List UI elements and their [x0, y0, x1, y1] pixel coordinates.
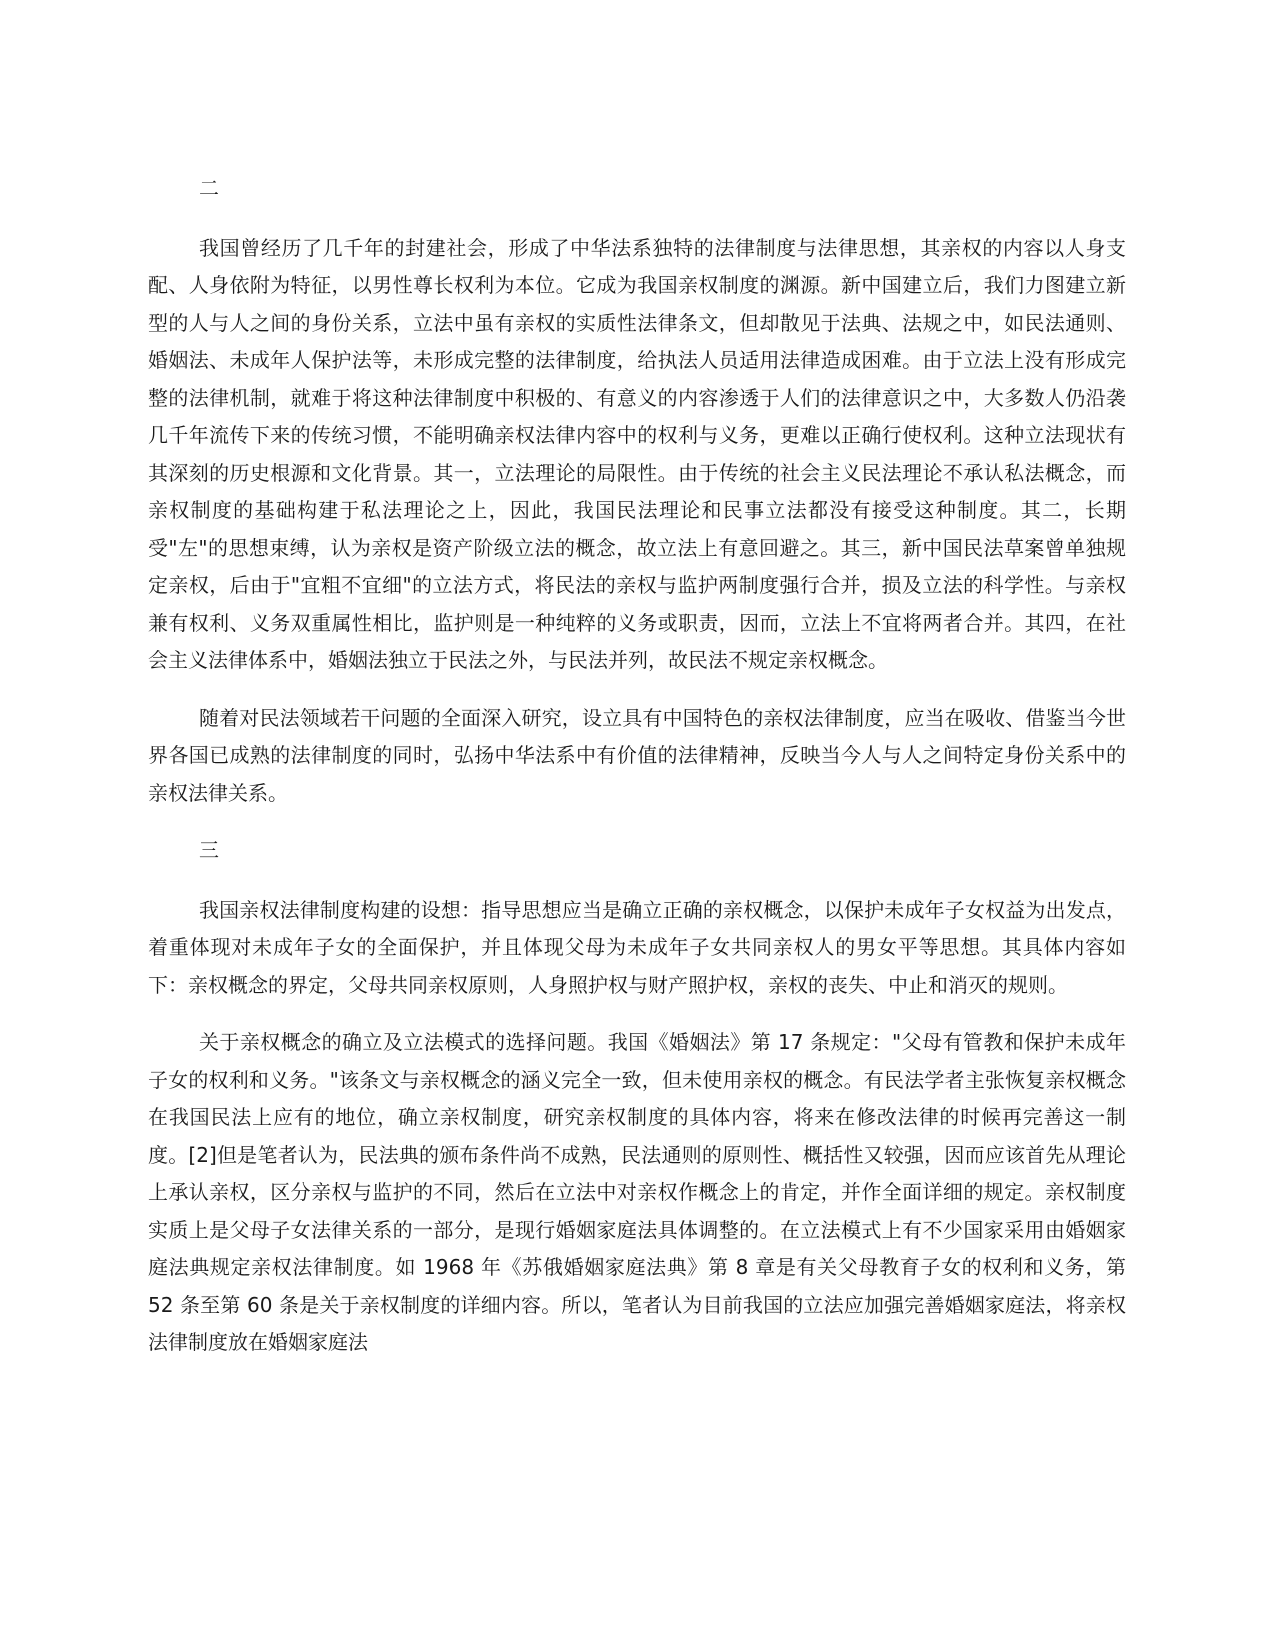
document-page	[148, 170, 1126, 1382]
paragraph: 随着对民法领域若干问题的全面深入研究，设立具有中国特色的亲权法律制度，应当在吸收、借鉴当今世界各国已成熟的法律制度的同时，弘扬中华法系中有价值的法律精神，反映当今人与人之间特定身份关系中的亲权法律关系。	[148, 705, 1126, 805]
paragraph: 我国曾经历了几千年的封建社会，形成了中华法系独特的法律制度与法律思想，其亲权的内容以人身支配、人身依附为特征，以男性尊长权利为本位。它成为我国亲权制度的渊源。新中国建立后，我们力图建立新型的人与人之间的身份关系，立法中虽有亲权的实质性法律条文，但却散见于法典、法规之中，如民法通则、婚姻法、未成年人保护法等，未形成完整的法律制度，给执法人员适用法律造成困难。由于立法上没有形成完整的法律机制，就难于将这种法律制度中积极的、有意义的内容渗透于人们的法律意识之中，大多数人仍沿袭几千年流传下来的传统习惯，不能明确亲权法律内容中的权利与义务，更难以正确行使权利。这种立法现状有其深刻的历史根源和文化背景。其一，立法理论的局限性。由于传统的社会主义民法理论不承认私法概念，而亲权制度的基础构建于私法理论之上，因此，我国民法理论和民事立法都没有接受这种制度。其二，长期受"左"的思想束缚，认为亲权是资产阶级立法的概念，故立法上有意回避之。其三，新中国民法草案曾单独规定亲权，后由于"宜粗不宜细"的立法方式，将民法的亲权与监护两制度强行合并，损及立法的科学性。与亲权兼有权利、义务双重属性相比，监护则是一种纯粹的义务或职责，因而，立法上不宜将两者合并。其四，在社会主义法律体系中，婚姻法独立于民法之外，与民法并列，故民法不规定亲权概念。	[148, 235, 1126, 672]
section-heading-3: 三	[199, 838, 219, 862]
section-heading-2: 二	[199, 176, 219, 200]
paragraph: 关于亲权概念的确立及立法模式的选择问题。我国《婚姻法》第 17 条规定："父母有管教和保护未成年子女的权利和义务。"该条文与亲权概念的涵义完全一致，但未使用亲权的概念。有民法学者主张恢复亲权概念在我国民法上应有的地位，确立亲权制度，研究亲权制度的具体内容，将来在修改法律的时候再完善这一制度。[2]但是笔者认为，民法典的颁布条件尚不成熟，民法通则的原则性、概括性又较强，因而应该首先从理论上承认亲权，区分亲权与监护的不同，然后在立法中对亲权作概念上的肯定，并作全面详细的规定。亲权制度实质上是父母子女法律关系的一部分，是现行婚姻家庭法具体调整的。在立法模式上有不少国家采用由婚姻家庭法典规定亲权法律制度。如 1968 年《苏俄婚姻家庭法典》第 8 章是有关父母教育子女的权利和义务，第 52 条至第 60 条是关于亲权制度的详细内容。所以，笔者认为目前我国的立法应加强完善婚姻家庭法，将亲权法律制度放在婚姻家庭法	[148, 1030, 1126, 1354]
paragraph: 我国亲权法律制度构建的设想：指导思想应当是确立正确的亲权概念，以保护未成年子女权益为出发点，着重体现对未成年子女的全面保护，并且体现父母为未成年子女共同亲权人的男女平等思想。其具体内容如下：亲权概念的界定，父母共同亲权原则，人身照护权与财产照护权，亲权的丧失、中止和消灭的规则。	[148, 897, 1126, 997]
